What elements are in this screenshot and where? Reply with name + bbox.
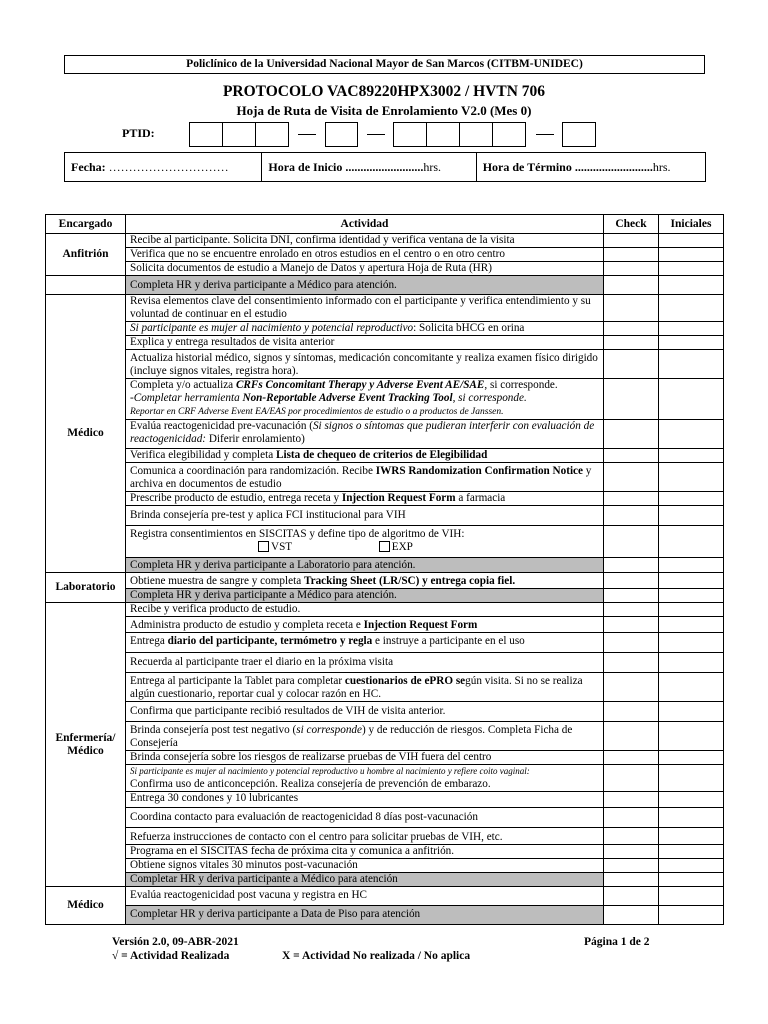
fecha-label: Fecha: bbox=[71, 160, 106, 174]
check-cell[interactable] bbox=[604, 276, 659, 295]
initials-cell[interactable] bbox=[659, 633, 724, 653]
table-row bbox=[46, 589, 724, 603]
check-cell[interactable] bbox=[604, 295, 659, 322]
table-row bbox=[46, 379, 724, 420]
check-cell[interactable] bbox=[604, 573, 659, 589]
activity-text: Verifica elegibilidad y completa bbox=[130, 449, 276, 461]
table-row bbox=[46, 336, 724, 350]
activity-cell bbox=[126, 722, 604, 751]
check-cell[interactable] bbox=[604, 751, 659, 765]
role-empty-cell bbox=[46, 276, 126, 295]
activity-cell: Confirma que participante recibió resultados de VIH de visita anterior. bbox=[126, 702, 604, 722]
initials-cell[interactable] bbox=[659, 702, 724, 722]
initials-cell[interactable] bbox=[659, 558, 724, 573]
hora-inicio-dots: .......................... bbox=[345, 160, 424, 174]
table-row bbox=[46, 828, 724, 845]
role-laboratorio: Laboratorio bbox=[46, 573, 126, 603]
document-subtitle: Hoja de Ruta de Visita de Enrolamiento V2.0 (Mes 0) bbox=[236, 103, 532, 118]
activity-text-bold: diario del participante, termómetro y regla bbox=[167, 635, 373, 647]
activity-text-bold: cuestionarios de ePRO se bbox=[344, 675, 466, 687]
initials-cell[interactable] bbox=[659, 449, 724, 463]
table-row bbox=[46, 702, 724, 722]
check-cell[interactable] bbox=[604, 506, 659, 526]
table-row bbox=[46, 751, 724, 765]
table-row bbox=[46, 262, 724, 276]
version-label: Versión 2.0, 09-ABR-2021 bbox=[112, 936, 239, 948]
table-row bbox=[46, 722, 724, 751]
table-header-row bbox=[46, 215, 724, 234]
activity-cell bbox=[126, 379, 604, 420]
activity-cell: Brinda consejería pre-test y aplica FCI institucional para VIH bbox=[126, 506, 604, 526]
initials-cell[interactable] bbox=[659, 906, 724, 925]
activity-cell bbox=[126, 673, 604, 702]
hora-inicio-field[interactable] bbox=[262, 153, 476, 181]
table-row bbox=[46, 617, 724, 633]
table-row bbox=[46, 673, 724, 702]
hora-termino-label: Hora de Término bbox=[482, 160, 572, 174]
activity-text-italic: Si signos o síntomas que pudieran interferir con evaluación de reactogenicidad: bbox=[130, 420, 595, 445]
initials-cell[interactable] bbox=[659, 276, 724, 295]
check-cell[interactable] bbox=[604, 633, 659, 653]
table-row bbox=[46, 765, 724, 792]
activity-cell: Brinda consejería sobre los riesgos de realizarse pruebas de VIH fuera del centro bbox=[126, 751, 604, 765]
table-row bbox=[46, 506, 724, 526]
initials-cell[interactable] bbox=[659, 506, 724, 526]
activity-text-bold: IWRS Randomization Confirmation Notice bbox=[375, 465, 583, 477]
initials-cell[interactable] bbox=[659, 859, 724, 873]
table-row bbox=[46, 420, 724, 449]
activity-text-bold: Injection Request Form bbox=[363, 619, 478, 631]
activity-text: Entrega bbox=[130, 635, 168, 647]
protocol-title: PROTOCOLO VAC89220HPX3002 / HVTN 706 bbox=[222, 83, 546, 100]
activity-cell bbox=[126, 765, 604, 792]
activity-text-italic: si corresponde bbox=[296, 724, 362, 736]
activity-cell: Revisa elementos clave del consentimiento informado con el participante y verifica entendimiento y su voluntad de continuar en el estudio bbox=[126, 295, 604, 322]
ptid-box-1[interactable] bbox=[189, 122, 223, 147]
activity-text: a farmacia bbox=[455, 492, 506, 504]
activity-cell: Verifica que no se encuentre enrolado en otros estudios en el centro o en otro centro bbox=[126, 248, 604, 262]
table-row bbox=[46, 845, 724, 859]
table-row bbox=[46, 234, 724, 248]
activity-text-bold: Non-Reportable Adverse Event Tracking Tool bbox=[242, 392, 453, 404]
check-cell[interactable] bbox=[604, 722, 659, 751]
initials-cell[interactable] bbox=[659, 262, 724, 276]
initials-cell[interactable] bbox=[659, 350, 724, 379]
legend-check: √ = Actividad Realizada bbox=[112, 950, 230, 962]
ptid-dash bbox=[298, 134, 316, 135]
activity-cell: Entrega 30 condones y 10 lubricantes bbox=[126, 792, 604, 808]
activity-text: Administra producto de estudio y completa receta e bbox=[130, 619, 364, 631]
initials-cell[interactable] bbox=[659, 573, 724, 589]
check-cell[interactable] bbox=[604, 653, 659, 673]
initials-cell[interactable] bbox=[659, 792, 724, 808]
initials-cell[interactable] bbox=[659, 653, 724, 673]
activity-cell: Recibe y verifica producto de estudio. bbox=[126, 603, 604, 617]
ptid-box-4[interactable] bbox=[325, 122, 358, 147]
activity-cell: Completar HR y deriva participante a Data de Piso para atención bbox=[126, 906, 604, 925]
activity-cell: Actualiza historial médico, signos y síntomas, medicación concomitante y realiza examen físico dirigido (incluye signos vitales, registra hora). bbox=[126, 350, 604, 379]
activity-text: Diferir enrolamiento) bbox=[206, 433, 305, 445]
activity-text: Evalúa reactogenicidad pre-vacunación ( bbox=[130, 420, 313, 432]
activity-text: Registra consentimientos en SISCITAS y define tipo de algoritmo de VIH: bbox=[130, 528, 465, 540]
check-cell[interactable] bbox=[604, 379, 659, 420]
activity-cell bbox=[126, 617, 604, 633]
activity-cell: Obtiene signos vitales 30 minutos post-vacunación bbox=[126, 859, 604, 873]
check-cell[interactable] bbox=[604, 558, 659, 573]
activity-text-italic: Si participante es mujer al nacimiento y potencial reproductivo bbox=[130, 322, 414, 334]
activity-note: Si participante es mujer al nacimiento y potencial reproductivo u hombre al nacimiento y refiere coito vaginal: bbox=[130, 766, 530, 776]
table-row bbox=[46, 492, 724, 506]
activity-cell bbox=[126, 420, 604, 449]
activity-cell: Coordina contacto para evaluación de reactogenicidad 8 días post-vacunación bbox=[126, 808, 604, 828]
activity-table bbox=[45, 214, 724, 925]
table-row bbox=[46, 449, 724, 463]
activity-cell: Completar HR y deriva participante a Médico para atención bbox=[126, 873, 604, 887]
initials-cell[interactable] bbox=[659, 589, 724, 603]
table-row bbox=[46, 573, 724, 589]
initials-cell[interactable] bbox=[659, 295, 724, 322]
activity-text: y archiva en documentos de estudio bbox=[130, 465, 592, 490]
legend-x: X = Actividad No realizada / No aplica bbox=[282, 950, 471, 962]
activity-cell: Solicita documentos de estudio a Manejo de Datos y apertura Hoja de Ruta (HR) bbox=[126, 262, 604, 276]
activity-text-bold: Tracking Sheet (LR/SC) y entrega copia fiel. bbox=[303, 575, 516, 587]
ptid-box-6[interactable] bbox=[426, 122, 460, 147]
activity-text: Comunica a coordinación para randomización. Recibe bbox=[130, 465, 376, 477]
activity-cell: Completa HR y deriva participante a Laboratorio para atención. bbox=[126, 558, 604, 573]
ptid-dash bbox=[536, 134, 554, 135]
initials-cell[interactable] bbox=[659, 808, 724, 828]
activity-cell: Explica y entrega resultados de visita anterior bbox=[126, 336, 604, 350]
check-cell[interactable] bbox=[604, 336, 659, 350]
activity-text: , si corresponde. bbox=[484, 379, 558, 391]
activity-text: Completa y/o actualiza bbox=[130, 379, 236, 391]
table-row bbox=[46, 295, 724, 322]
check-cell[interactable] bbox=[604, 845, 659, 859]
initials-cell[interactable] bbox=[659, 248, 724, 262]
activity-text: Obtiene muestra de sangre y completa bbox=[130, 575, 304, 587]
table-row bbox=[46, 808, 724, 828]
check-cell[interactable] bbox=[604, 350, 659, 379]
activity-text-bold: Lista de chequeo de criterios de Elegibilidad bbox=[276, 449, 488, 461]
date-time-row bbox=[64, 152, 706, 182]
activity-text: : Solicita bHCG en orina bbox=[413, 322, 525, 334]
table-row bbox=[46, 603, 724, 617]
initials-cell[interactable] bbox=[659, 722, 724, 751]
role-anfitrion: Anfitrión bbox=[46, 234, 126, 276]
activity-cell: Programa en el SISCITAS fecha de próxima cita y comunica a anfitrión. bbox=[126, 845, 604, 859]
check-cell[interactable] bbox=[604, 262, 659, 276]
activity-text: e instruye a participante en el uso bbox=[372, 635, 525, 647]
fecha-dots: ………………………… bbox=[108, 160, 229, 174]
col-iniciales: Iniciales bbox=[659, 215, 724, 234]
role-enfermeria-medico: Enfermería/ Médico bbox=[46, 603, 126, 887]
initials-cell[interactable] bbox=[659, 617, 724, 633]
activity-text: Prescribe producto de estudio, entrega receta y bbox=[130, 492, 342, 504]
vst-label: VST bbox=[271, 541, 292, 553]
col-check: Check bbox=[604, 215, 659, 234]
hrs-label: hrs. bbox=[652, 160, 671, 174]
activity-cell: Recibe al participante. Solicita DNI, confirma identidad y verifica ventana de la visita bbox=[126, 234, 604, 248]
exp-checkbox[interactable] bbox=[379, 541, 390, 552]
activity-cell: Recuerda al participante traer el diario en la próxima visita bbox=[126, 653, 604, 673]
activity-cell: Refuerza instrucciones de contacto con el centro para solicitar pruebas de VIH, etc. bbox=[126, 828, 604, 845]
check-cell[interactable] bbox=[604, 906, 659, 925]
vst-checkbox[interactable] bbox=[258, 541, 269, 552]
check-cell[interactable] bbox=[604, 603, 659, 617]
institution-header: Policlínico de la Universidad Nacional Mayor de San Marcos (CITBM-UNIDEC) bbox=[64, 55, 705, 74]
check-cell[interactable] bbox=[604, 526, 659, 558]
activity-text: Confirma uso de anticoncepción. Realiza consejería de prevención de embarazo. bbox=[130, 778, 491, 790]
col-actividad: Actividad bbox=[126, 215, 604, 234]
initials-cell[interactable] bbox=[659, 603, 724, 617]
table-row bbox=[46, 859, 724, 873]
ptid-dash bbox=[367, 134, 385, 135]
ptid-box-2[interactable] bbox=[222, 122, 256, 147]
check-cell[interactable] bbox=[604, 589, 659, 603]
check-cell[interactable] bbox=[604, 420, 659, 449]
activity-text: ) y de reducción de riesgos. Completa Ficha de Consejería bbox=[130, 724, 573, 749]
check-cell[interactable] bbox=[604, 828, 659, 845]
activity-cell bbox=[126, 526, 604, 558]
ptid-box-9[interactable] bbox=[562, 122, 596, 147]
check-cell[interactable] bbox=[604, 322, 659, 336]
activity-text: gún visita. Si no se realiza algún cuestionario, reportar cual y colocar razón en HC. bbox=[130, 675, 583, 700]
exp-label: EXP bbox=[391, 541, 413, 553]
initials-cell[interactable] bbox=[659, 336, 724, 350]
check-cell[interactable] bbox=[604, 463, 659, 492]
table-row bbox=[46, 248, 724, 262]
ptid-box-8[interactable] bbox=[492, 122, 526, 147]
table-row bbox=[46, 526, 724, 558]
initials-cell[interactable] bbox=[659, 234, 724, 248]
initials-cell[interactable] bbox=[659, 526, 724, 558]
check-cell[interactable] bbox=[604, 808, 659, 828]
activity-cell bbox=[126, 573, 604, 589]
check-cell[interactable] bbox=[604, 492, 659, 506]
initials-cell[interactable] bbox=[659, 887, 724, 906]
check-cell[interactable] bbox=[604, 873, 659, 887]
ptid-box-3[interactable] bbox=[255, 122, 289, 147]
activity-cell: Evalúa reactogenicidad post vacuna y registra en HC bbox=[126, 887, 604, 906]
activity-note: Reportar en CRF Adverse Event EA/EAS por procedimientos de estudio o a productos de Janssen. bbox=[130, 407, 504, 417]
activity-cell bbox=[126, 492, 604, 506]
table-row bbox=[46, 792, 724, 808]
hora-termino-dots: .......................... bbox=[574, 160, 653, 174]
table-row bbox=[46, 558, 724, 573]
initials-cell[interactable] bbox=[659, 463, 724, 492]
role-medico-final: Médico bbox=[46, 887, 126, 925]
ptid-box-5[interactable] bbox=[393, 122, 427, 147]
hora-inicio-label: Hora de Inicio bbox=[268, 160, 343, 174]
table-row bbox=[46, 463, 724, 492]
table-row bbox=[46, 322, 724, 336]
col-encargado: Encargado bbox=[46, 215, 126, 234]
ptid-box-7[interactable] bbox=[459, 122, 493, 147]
table-row bbox=[46, 276, 724, 295]
activity-text: Brinda consejería post test negativo ( bbox=[130, 724, 297, 736]
initials-cell[interactable] bbox=[659, 673, 724, 702]
table-row bbox=[46, 873, 724, 887]
initials-cell[interactable] bbox=[659, 492, 724, 506]
check-cell[interactable] bbox=[604, 792, 659, 808]
initials-cell[interactable] bbox=[659, 845, 724, 859]
activity-text: Entrega al participante la Tablet para completar bbox=[130, 675, 345, 687]
ptid-label: PTID: bbox=[122, 126, 155, 140]
activity-text-italic: -Completar herramienta bbox=[130, 392, 243, 404]
activity-cell: Completa HR y deriva participante a Médico para atención. bbox=[126, 276, 604, 295]
table-row bbox=[46, 887, 724, 906]
fecha-field[interactable] bbox=[65, 153, 262, 181]
activity-cell bbox=[126, 322, 604, 336]
initials-cell[interactable] bbox=[659, 765, 724, 792]
activity-text-bold: Injection Request Form bbox=[341, 492, 456, 504]
check-cell[interactable] bbox=[604, 248, 659, 262]
check-cell[interactable] bbox=[604, 449, 659, 463]
initials-cell[interactable] bbox=[659, 873, 724, 887]
page-number: Página 1 de 2 bbox=[584, 936, 650, 948]
activity-cell bbox=[126, 633, 604, 653]
table-row bbox=[46, 350, 724, 379]
initials-cell[interactable] bbox=[659, 322, 724, 336]
initials-cell[interactable] bbox=[659, 828, 724, 845]
check-cell[interactable] bbox=[604, 887, 659, 906]
hora-termino-field[interactable] bbox=[477, 153, 705, 181]
activity-text-bold: CRFs Concomitant Therapy y Adverse Event AE/SAE bbox=[235, 379, 485, 391]
table-row bbox=[46, 633, 724, 653]
table-row bbox=[46, 653, 724, 673]
activity-cell bbox=[126, 463, 604, 492]
hrs-label: hrs. bbox=[423, 160, 442, 174]
check-cell[interactable] bbox=[604, 765, 659, 792]
table-row bbox=[46, 906, 724, 925]
initials-cell[interactable] bbox=[659, 379, 724, 420]
check-cell[interactable] bbox=[604, 702, 659, 722]
initials-cell[interactable] bbox=[659, 420, 724, 449]
initials-cell[interactable] bbox=[659, 751, 724, 765]
activity-cell bbox=[126, 449, 604, 463]
role-medico: Médico bbox=[46, 295, 126, 573]
check-cell[interactable] bbox=[604, 859, 659, 873]
check-cell[interactable] bbox=[604, 617, 659, 633]
check-cell[interactable] bbox=[604, 234, 659, 248]
activity-cell: Completa HR y deriva participante a Médico para atención. bbox=[126, 589, 604, 603]
check-cell[interactable] bbox=[604, 673, 659, 702]
activity-text-italic: , si corresponde. bbox=[452, 392, 527, 404]
